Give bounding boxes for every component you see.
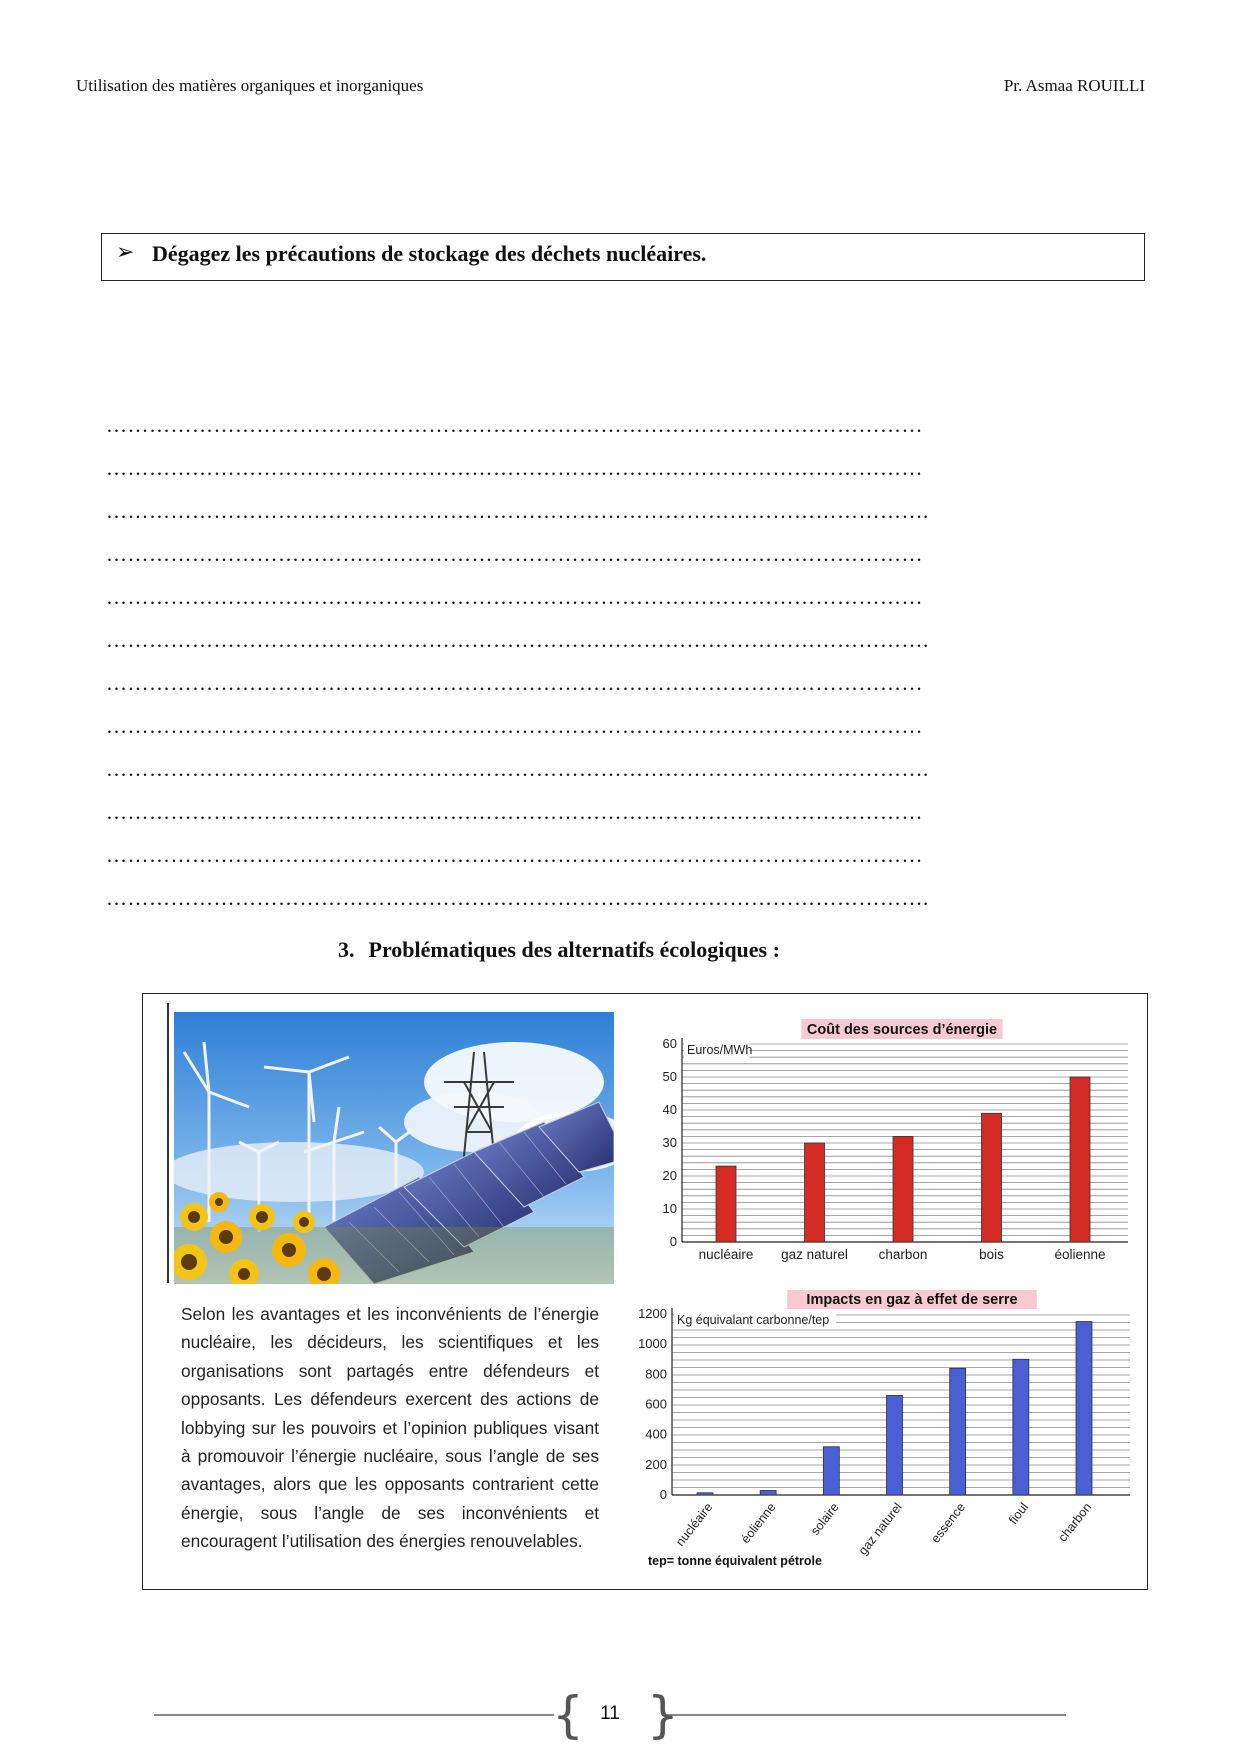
section-heading — [338, 937, 780, 963]
answer-line[interactable]: …………………………………………………………………………………………………… — [106, 843, 923, 867]
y-tick-label: 200 — [645, 1456, 667, 1472]
answer-line[interactable]: …………………………………………………………………………………………………… — [106, 542, 923, 566]
section-number: 3. — [338, 937, 355, 962]
question-box — [101, 233, 1145, 281]
y-tick-label: 10 — [662, 1201, 677, 1216]
x-tick-label: charbon — [1055, 1500, 1095, 1545]
y-tick-label: 1000 — [638, 1336, 667, 1352]
chart-note: tep= tonne équivalent pétrole — [648, 1554, 822, 1568]
document-paragraph: Selon les avantages et les inconvénients de l’énergie nucléaire, les décideurs, les scientifiques et les organisations sont partagés entre défendeurs et opposants. Les défendeurs exercent des actions de lobbying sur les pouvoirs et l’opinion publiques visant à promouvoir l’énergie nucléaire, sous l’angle de ses avantages, alors que les opposants contrarient cette énergie, sous l’angle de ses inconvénients et encouragent l’utilisation des énergies renouvelables. — [181, 1304, 599, 1552]
y-tick-label: 40 — [662, 1102, 677, 1117]
x-tick-label: solaire — [807, 1500, 842, 1538]
y-unit-label: Euros/MWh — [687, 1043, 753, 1057]
footer-rule-right — [662, 1714, 1066, 1716]
bar-fioul — [1013, 1359, 1029, 1495]
x-tick-label: éolienne — [1054, 1247, 1106, 1262]
y-tick-label: 30 — [662, 1135, 677, 1150]
answer-line[interactable]: ……………………………………………………………………………………………………. — [106, 886, 929, 910]
x-tick-label: éolienne — [738, 1500, 779, 1547]
y-tick-label: 400 — [645, 1426, 667, 1442]
answer-line[interactable]: …………………………………………………………………………………………………… — [106, 413, 923, 437]
answer-line[interactable]: …………………………………………………………………………………………………… — [106, 671, 923, 695]
x-tick-label: essence — [928, 1500, 969, 1546]
renewable-energy-photo — [174, 1012, 614, 1284]
x-tick-label: gaz naturel — [781, 1247, 848, 1262]
y-tick-label: 800 — [645, 1366, 667, 1382]
answer-line[interactable]: …………………………………………………………………………………………………… — [106, 585, 923, 609]
greenhouse-chart — [630, 1290, 1140, 1572]
chart-title: Coût des sources d’énergie — [806, 1022, 998, 1038]
question-text: Dégagez les précautions de stockage des déchets nucléaires. — [152, 241, 707, 266]
photo-margin-rule — [167, 1003, 169, 1283]
wind-solar-illustration — [174, 1012, 614, 1284]
bar-gaz-naturel — [805, 1143, 825, 1242]
y-tick-label: 0 — [669, 1234, 677, 1249]
bar-gaz-naturel — [887, 1395, 903, 1495]
cost-chart — [640, 1016, 1140, 1266]
y-unit-label: Kg équivalant carbonne/tep — [677, 1313, 830, 1327]
bar-éolienne — [760, 1490, 776, 1495]
y-tick-label: 20 — [662, 1168, 677, 1183]
chart-title: Impacts en gaz à effet de serre — [806, 1292, 1018, 1308]
y-tick-label: 600 — [645, 1396, 667, 1412]
bar-nucléaire — [716, 1166, 736, 1242]
answer-line[interactable]: ……………………………………………………………………………………………………. — [106, 757, 929, 781]
x-tick-label: nucléaire — [673, 1500, 716, 1549]
x-tick-label: fioul — [1006, 1500, 1032, 1527]
answer-line[interactable]: ……………………………………………………………………………………………………. — [106, 499, 929, 523]
section-title: Problématiques des alternatifs écologiques : — [368, 937, 780, 962]
answer-line[interactable]: …………………………………………………………………………………………………… — [106, 800, 923, 824]
answer-line[interactable]: …………………………………………………………………………………………………… — [106, 714, 923, 738]
x-tick-label: charbon — [878, 1247, 928, 1262]
y-tick-label: 50 — [662, 1069, 677, 1084]
footer-rule-left — [154, 1714, 554, 1716]
bar-charbon — [1076, 1322, 1092, 1495]
header-author: Pr. Asmaa ROUILLI — [1003, 76, 1145, 95]
y-tick-label: 60 — [662, 1036, 677, 1051]
bar-nucléaire — [697, 1493, 713, 1495]
y-tick-label: 0 — [659, 1487, 667, 1502]
bar-éolienne — [1070, 1077, 1090, 1242]
header-course-title: Utilisation des matières organiques et inorganiques — [76, 76, 424, 95]
brace-right-icon: } — [647, 1686, 679, 1744]
x-tick-label: nucléaire — [698, 1247, 754, 1262]
page-number: 11 — [600, 1703, 620, 1724]
bar-solaire — [823, 1447, 839, 1495]
arrow-bullet-icon: ➢ — [116, 240, 135, 265]
answer-line[interactable]: ……………………………………………………………………………………………………. — [106, 628, 929, 652]
y-tick-label: 1200 — [638, 1306, 667, 1321]
x-tick-label: bois — [979, 1247, 1004, 1262]
bar-essence — [950, 1368, 966, 1495]
x-tick-label: gaz naturel — [855, 1500, 905, 1558]
brace-left-icon: { — [552, 1686, 584, 1744]
answer-line[interactable]: …………………………………………………………………………………………………… — [106, 456, 923, 480]
bar-charbon — [893, 1136, 913, 1242]
bar-bois — [982, 1113, 1002, 1242]
